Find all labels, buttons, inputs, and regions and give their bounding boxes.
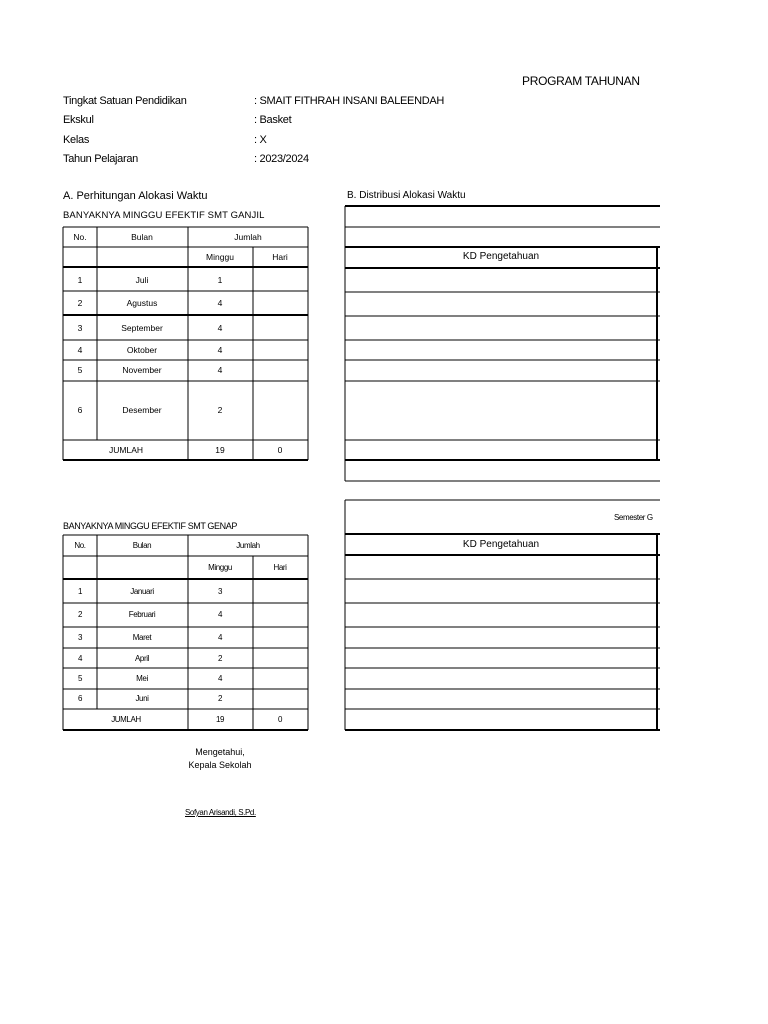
info-label-tahun: Tahun Pelajaran — [63, 153, 139, 165]
semester-label: Semester G — [614, 513, 653, 522]
table-row-no: 5 — [77, 674, 83, 683]
signature-name: Sofyan Arisandi, S.Pd. — [185, 808, 256, 817]
kd-pengetahuan-header: KD Pengetahuan — [462, 251, 540, 262]
signature-line-2: Kepala Sekolah — [188, 760, 252, 770]
table-row-no: 5 — [77, 365, 83, 375]
ganjil-total-label: JUMLAH — [108, 445, 144, 455]
info-label-kelas: Kelas — [63, 134, 90, 146]
table-row-no: 3 — [77, 633, 83, 642]
genap-header-jumlah: Jumlah — [236, 541, 260, 550]
table-row-minggu: 1 — [217, 275, 223, 285]
table-row-bulan: Oktober — [126, 345, 158, 355]
section-a-heading: A. Perhitungan Alokasi Waktu — [63, 190, 208, 202]
ganjil-header-minggu: Minggu — [206, 252, 234, 262]
genap-total-hari: 0 — [277, 715, 283, 724]
table-row-bulan: Juli — [135, 275, 149, 285]
table-row-minggu: 2 — [217, 405, 223, 415]
info-label-ekskul: Ekskul — [63, 114, 94, 126]
table-row-minggu: 4 — [217, 345, 223, 355]
table-row-bulan: Juni — [135, 694, 149, 703]
kd-pengetahuan-header-genap: KD Pengetahuan — [462, 539, 540, 550]
table-row-minggu: 2 — [217, 654, 223, 663]
table-row-minggu: 3 — [217, 587, 223, 596]
ganjil-header-hari: Hari — [272, 252, 288, 262]
genap-header-minggu: Minggu — [208, 563, 232, 572]
table-row-bulan: September — [121, 323, 163, 333]
table-row-minggu: 4 — [217, 633, 223, 642]
table-row-bulan: Desember — [122, 405, 162, 415]
table-row-no: 6 — [77, 405, 83, 415]
genap-subheading: BANYAKNYA MINGGU EFEKTIF SMT GENAP — [63, 521, 237, 531]
table-row-no: 6 — [77, 694, 83, 703]
info-value-kelas: : X — [254, 134, 267, 146]
table-row-minggu: 4 — [217, 323, 223, 333]
table-row-minggu: 4 — [217, 298, 223, 308]
info-value-tahun: : 2023/2024 — [254, 153, 309, 165]
ganjil-header-bulan: Bulan — [131, 232, 153, 242]
table-row-no: 1 — [77, 275, 83, 285]
ganjil-total-minggu: 19 — [215, 445, 225, 455]
table-row-no: 1 — [77, 587, 83, 596]
table-row-minggu: 4 — [217, 674, 223, 683]
table-row-minggu: 2 — [217, 694, 223, 703]
table-row-no: 2 — [77, 298, 83, 308]
signature-block — [160, 746, 280, 772]
table-row-bulan: Mei — [136, 674, 148, 683]
table-row-bulan: Maret — [132, 633, 152, 642]
genap-header-bulan: Bulan — [132, 541, 152, 550]
info-label-satuan: Tingkat Satuan Pendidikan — [63, 95, 187, 107]
page-title: PROGRAM TAHUNAN — [522, 74, 640, 88]
ganjil-total-hari: 0 — [277, 445, 283, 455]
ganjil-header-no: No. — [73, 232, 87, 242]
table-row-no: 2 — [77, 610, 83, 619]
genap-header-no: No. — [74, 541, 86, 550]
table-row-minggu: 4 — [217, 610, 223, 619]
table-row-bulan: Januari — [130, 587, 154, 596]
table-row-bulan: April — [134, 654, 150, 663]
genap-header-hari: Hari — [273, 563, 287, 572]
ganjil-header-jumlah: Jumlah — [234, 232, 262, 242]
section-b-heading: B. Distribusi Alokasi Waktu — [347, 190, 466, 201]
table-row-no: 3 — [77, 323, 83, 333]
info-value-ekskul: : Basket — [254, 114, 292, 126]
genap-total-minggu: 19 — [215, 715, 225, 724]
table-row-bulan: Februari — [128, 610, 156, 619]
table-row-bulan: November — [122, 365, 162, 375]
table-row-no: 4 — [77, 654, 83, 663]
genap-total-label: JUMLAH — [111, 715, 141, 724]
info-value-satuan: : SMAIT FITHRAH INSANI BALEENDAH — [254, 95, 445, 107]
ganjil-subheading: BANYAKNYA MINGGU EFEKTIF SMT GANJIL — [63, 210, 265, 221]
table-row-no: 4 — [77, 345, 83, 355]
table-row-minggu: 4 — [217, 365, 223, 375]
table-row-bulan: Agustus — [126, 298, 158, 308]
signature-line-1: Mengetahui, — [195, 747, 245, 757]
